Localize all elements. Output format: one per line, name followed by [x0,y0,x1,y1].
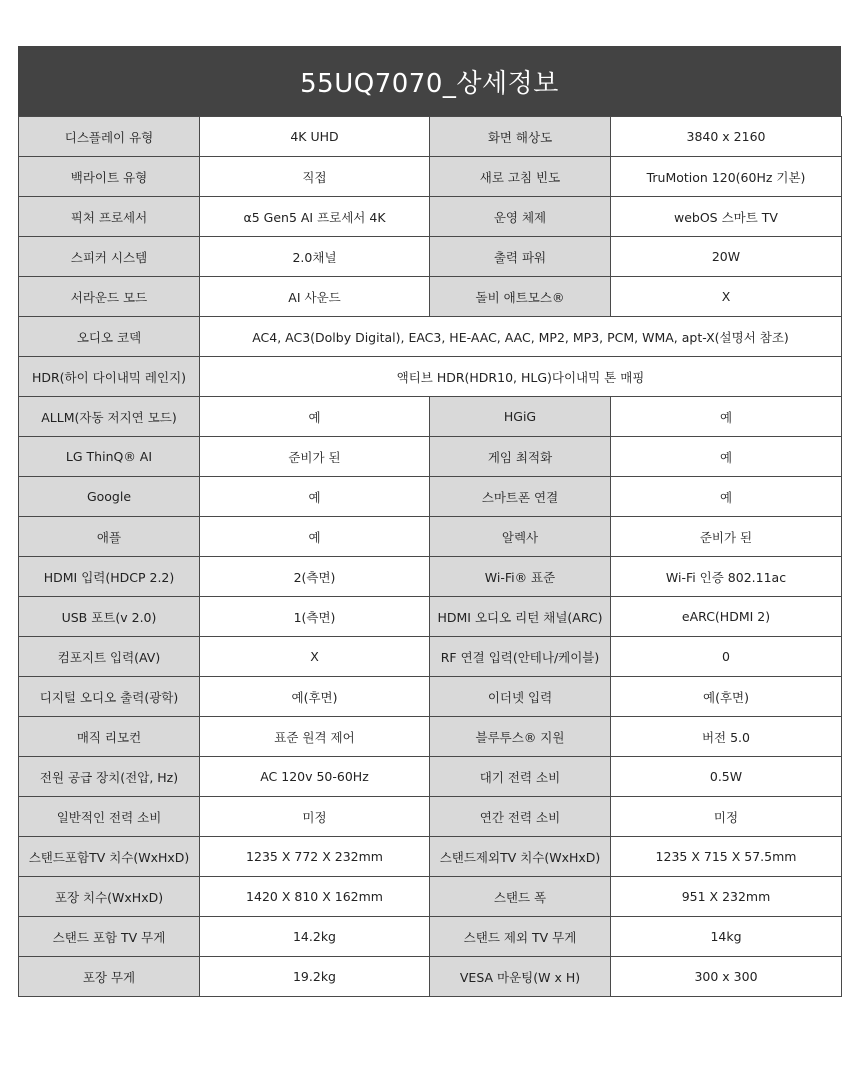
spec-value: 예 [200,397,430,437]
spec-row [19,197,842,237]
spec-row [19,957,842,997]
spec-row [19,757,842,797]
spec-row [19,517,842,557]
spec-label: 연간 전력 소비 [430,797,611,837]
spec-value: eARC(HDMI 2) [611,597,842,637]
spec-label: 게임 최적화 [430,437,611,477]
spec-label: 운영 체제 [430,197,611,237]
spec-row [19,877,842,917]
spec-value: 300 x 300 [611,957,842,997]
spec-value: 1(측면) [200,597,430,637]
spec-value: webOS 스마트 TV [611,197,842,237]
spec-value: 14kg [611,917,842,957]
spec-value: 0 [611,637,842,677]
spec-row [19,597,842,637]
spec-label: USB 포트(v 2.0) [19,597,200,637]
spec-row [19,717,842,757]
spec-row [19,317,842,357]
spec-row [19,797,842,837]
spec-value: 0.5W [611,757,842,797]
spec-row [19,637,842,677]
spec-row [19,557,842,597]
spec-row [19,397,842,437]
spec-value: 3840 x 2160 [611,117,842,157]
spec-value: 2.0채널 [200,237,430,277]
spec-label: 포장 치수(WxHxD) [19,877,200,917]
spec-label: HDR(하이 다이내믹 레인지) [19,357,200,397]
spec-value: 20W [611,237,842,277]
spec-label: HDMI 오디오 리턴 채널(ARC) [430,597,611,637]
spec-row [19,677,842,717]
spec-value: 2(측면) [200,557,430,597]
spec-label: 화면 해상도 [430,117,611,157]
spec-value: 미정 [200,797,430,837]
spec-label: 컴포지트 입력(AV) [19,637,200,677]
spec-row [19,917,842,957]
spec-value: Wi-Fi 인증 802.11ac [611,557,842,597]
spec-row [19,357,842,397]
spec-value: 준비가 된 [200,437,430,477]
spec-label: 돌비 애트모스® [430,277,611,317]
spec-value: 준비가 된 [611,517,842,557]
spec-sheet [18,46,841,997]
page-title: 55UQ7070_상세정보 [18,46,841,116]
spec-label: ALLM(자동 저지연 모드) [19,397,200,437]
spec-label: 출력 파워 [430,237,611,277]
spec-label: 스탠드 포함 TV 무게 [19,917,200,957]
spec-table-body [19,117,842,997]
spec-label: 매직 리모컨 [19,717,200,757]
spec-value: 예 [200,517,430,557]
spec-label: 오디오 코덱 [19,317,200,357]
spec-table [18,116,842,997]
spec-value: 예 [611,437,842,477]
spec-row [19,117,842,157]
spec-label: Google [19,477,200,517]
spec-label: 스탠드 제외 TV 무게 [430,917,611,957]
spec-label: 스피커 시스템 [19,237,200,277]
spec-label: LG ThinQ® AI [19,437,200,477]
spec-value: 예 [611,397,842,437]
spec-label: 픽처 프로세서 [19,197,200,237]
spec-label: 애플 [19,517,200,557]
spec-value: 액티브 HDR(HDR10, HLG)다이내믹 톤 매핑 [200,357,842,397]
spec-value: X [611,277,842,317]
spec-label: 스탠드포함TV 치수(WxHxD) [19,837,200,877]
spec-label: 디스플레이 유형 [19,117,200,157]
spec-value: 예(후면) [611,677,842,717]
spec-label: 블루투스® 지원 [430,717,611,757]
spec-row [19,237,842,277]
spec-value: AC4, AC3(Dolby Digital), EAC3, HE-AAC, AAC, MP2, MP3, PCM, WMA, apt-X(설명서 참조) [200,317,842,357]
spec-label: 일반적인 전력 소비 [19,797,200,837]
spec-value: 예 [200,477,430,517]
spec-label: 스탠드제외TV 치수(WxHxD) [430,837,611,877]
spec-value: X [200,637,430,677]
spec-value: 1235 X 715 X 57.5mm [611,837,842,877]
spec-value: 미정 [611,797,842,837]
spec-label: 새로 고침 빈도 [430,157,611,197]
spec-label: 이더넷 입력 [430,677,611,717]
spec-value: 직접 [200,157,430,197]
spec-label: VESA 마운팅(W x H) [430,957,611,997]
spec-label: 전원 공급 장치(전압, Hz) [19,757,200,797]
spec-label: 스마트폰 연결 [430,477,611,517]
spec-row [19,437,842,477]
spec-label: HGiG [430,397,611,437]
spec-value: 표준 원격 제어 [200,717,430,757]
spec-value: α5 Gen5 AI 프로세서 4K [200,197,430,237]
spec-value: 19.2kg [200,957,430,997]
spec-value: 1235 X 772 X 232mm [200,837,430,877]
spec-label: 백라이트 유형 [19,157,200,197]
spec-row [19,837,842,877]
spec-row [19,477,842,517]
spec-row [19,277,842,317]
spec-value: 951 X 232mm [611,877,842,917]
spec-value: AC 120v 50-60Hz [200,757,430,797]
spec-value: TruMotion 120(60Hz 기본) [611,157,842,197]
spec-label: RF 연결 입력(안테나/케이블) [430,637,611,677]
spec-label: Wi-Fi® 표준 [430,557,611,597]
spec-label: HDMI 입력(HDCP 2.2) [19,557,200,597]
spec-value: 1420 X 810 X 162mm [200,877,430,917]
spec-value: 14.2kg [200,917,430,957]
spec-value: 4K UHD [200,117,430,157]
spec-value: 예 [611,477,842,517]
spec-label: 포장 무게 [19,957,200,997]
spec-value: 예(후면) [200,677,430,717]
spec-label: 스탠드 폭 [430,877,611,917]
spec-label: 서라운드 모드 [19,277,200,317]
spec-label: 알렉사 [430,517,611,557]
spec-value: 버전 5.0 [611,717,842,757]
spec-label: 대기 전력 소비 [430,757,611,797]
spec-row [19,157,842,197]
spec-value: AI 사운드 [200,277,430,317]
spec-label: 디지털 오디오 출력(광학) [19,677,200,717]
